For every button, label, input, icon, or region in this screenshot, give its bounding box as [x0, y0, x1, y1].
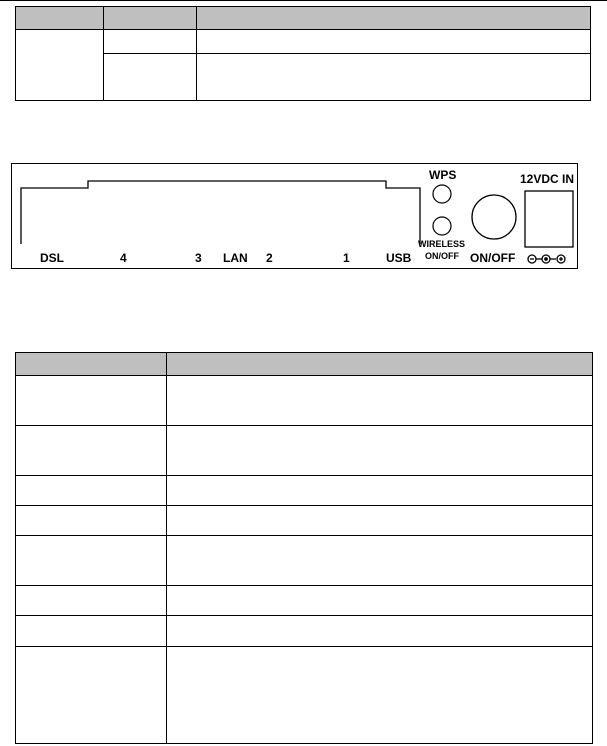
power-jack: [525, 191, 573, 247]
bottom-table-cell: [167, 647, 593, 744]
lan-label: LAN: [223, 251, 248, 265]
bottom-table-cell: [167, 536, 593, 586]
bottom-table-cell: [16, 376, 167, 426]
top-table-header-cell: [104, 7, 197, 30]
bottom-table-cell: [167, 586, 593, 616]
lan-port-1-label: 1: [343, 251, 350, 265]
lan-port-2-label: 2: [266, 251, 273, 265]
bottom-table-row: [16, 506, 593, 536]
bottom-table-header-cell: [16, 353, 167, 376]
bottom-table-cell: [167, 616, 593, 647]
page-top-rule: [0, 0, 607, 1]
top-table-row: [16, 30, 591, 54]
dc-polarity-icon: [528, 255, 565, 263]
bottom-table-cell: [167, 426, 593, 476]
power-onoff-label: ON/OFF: [470, 251, 516, 265]
top-table-cell: [104, 54, 197, 101]
bottom-table-cell: [16, 586, 167, 616]
wireless-onoff-label: ON/OFF: [425, 251, 459, 261]
top-table-cell: [16, 30, 104, 101]
bottom-table-cell: [16, 616, 167, 647]
wps-button: [433, 185, 451, 203]
bottom-table-cell: [16, 476, 167, 506]
bottom-table-cell: [16, 536, 167, 586]
wireless-label: WIRELESS: [418, 239, 466, 249]
bottom-table-row: [16, 426, 593, 476]
bottom-table-row: [16, 376, 593, 426]
top-table-cell: [197, 54, 591, 101]
top-table-cell: [104, 30, 197, 54]
lan-port-4-label: 4: [120, 251, 127, 265]
bottom-table-header-cell: [167, 353, 593, 376]
top-table-cell: [197, 30, 591, 54]
bottom-table-cell: [16, 647, 167, 744]
wps-label: WPS: [429, 168, 457, 182]
bottom-table-cell: [16, 426, 167, 476]
bottom-table: [15, 352, 593, 744]
bottom-table-row: [16, 586, 593, 616]
lan-port-3-label: 3: [195, 251, 202, 265]
bottom-table-row: [16, 536, 593, 586]
power-switch: [472, 195, 516, 239]
bottom-table-cell: [167, 506, 593, 536]
rear-panel-diagram: [11, 163, 578, 269]
top-table-header-cell: [16, 7, 104, 30]
top-table: [15, 6, 591, 101]
bottom-table-cell: [167, 476, 593, 506]
bottom-table-row: [16, 647, 593, 744]
bottom-table-row: [16, 476, 593, 506]
power-in-label: 12VDC IN: [520, 172, 575, 186]
bottom-table-row: [16, 616, 593, 647]
bottom-table-header-row: [16, 353, 593, 376]
wireless-switch: [433, 217, 451, 235]
top-table-header-cell: [197, 7, 591, 30]
bottom-table-cell: [16, 506, 167, 536]
top-table-header-row: [16, 7, 591, 30]
bottom-table-cell: [167, 376, 593, 426]
dsl-port-label: DSL: [40, 251, 64, 265]
usb-port-label: USB: [386, 251, 412, 265]
port-bay-outline: [21, 181, 420, 244]
